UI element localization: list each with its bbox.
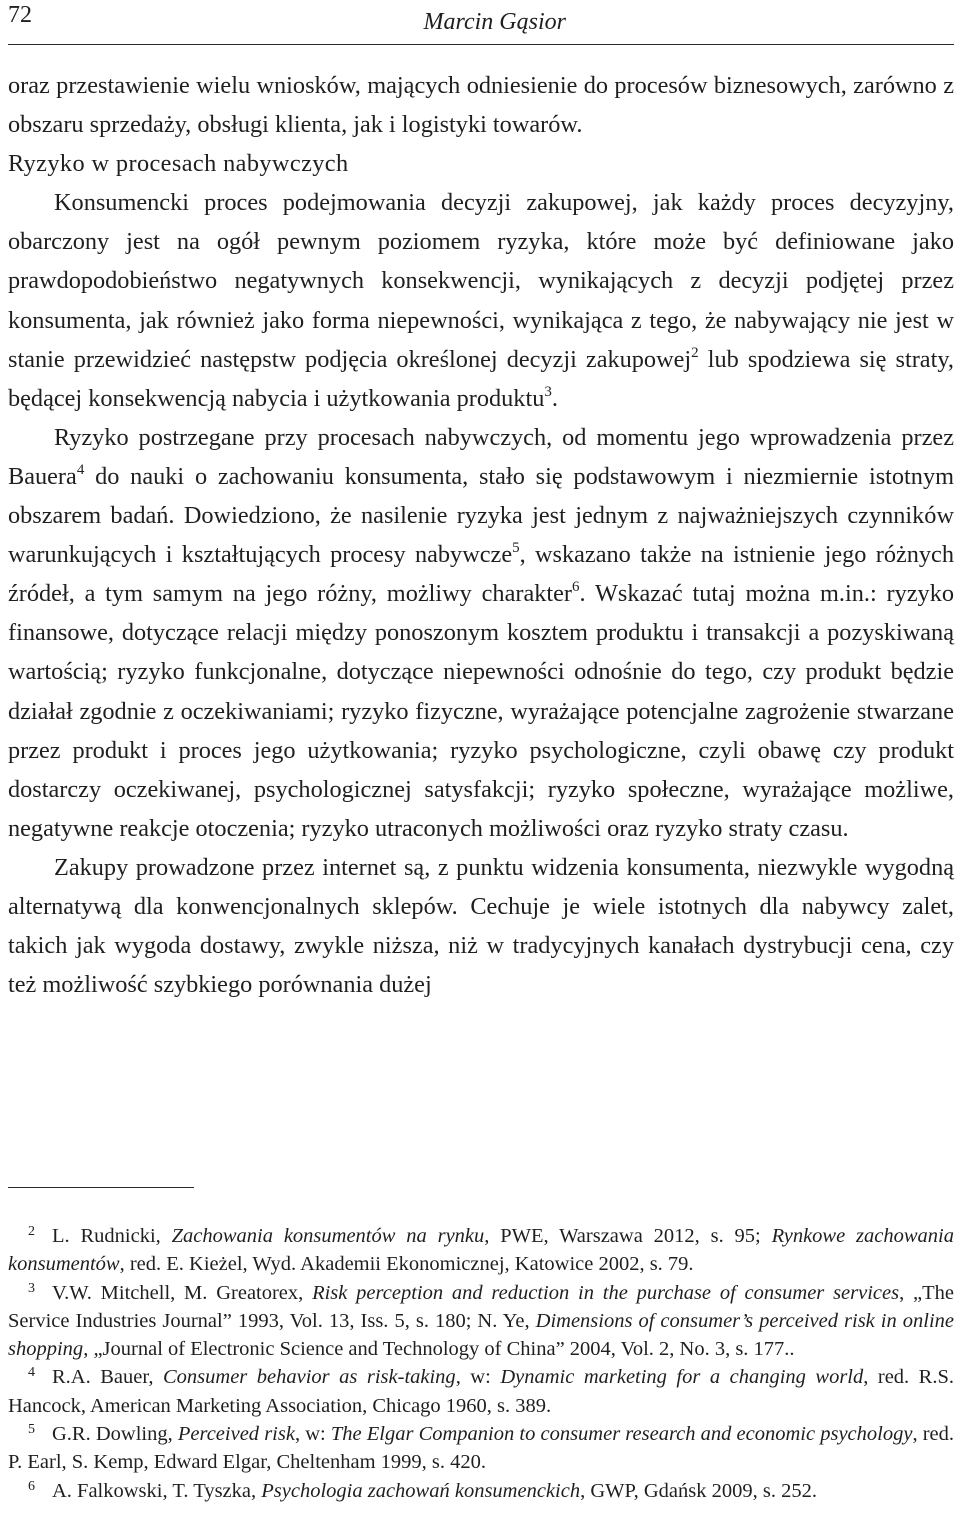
paragraph-text: Konsumencki proces podejmowania decyzji zakupowej, jak każdy proces decyzyjny, obarczony jest na ogół pewnym poziomem ryzyka, które może być definiowane jako prawdopodobieństwo negatywnych konsekwencji, wynikających z decyzji podjętej przez konsumenta, jak również jako forma niepewności, wynikająca z tego, że nabywający nie jest w stanie przewidzieć następstw podjęcia określonej decyzji zakupowej xyxy=(8,189,954,373)
footnote-text: , PWE, Warszawa 2012, s. 95; xyxy=(484,1225,772,1247)
footnote-text: A. Falkowski, T. Tyszka, xyxy=(52,1479,262,1502)
footnote-text: , red. P. Earl, S. Kemp, Edward Elgar, Cheltenham 1999, s. 420. xyxy=(8,1423,954,1474)
footnote-text: G.R. Dowling, xyxy=(52,1423,178,1446)
footnote-title: Consumer behavior as risk-taking xyxy=(162,1366,456,1389)
footnote-text: , w: xyxy=(294,1423,331,1446)
paragraph-online-shopping: Zakupy prowadzone przez internet są, z punktu widzenia konsumenta, niezwykle wygodną alternatywą dla konwencjonalnych sklepów. Cechuje je wiele istotnych dla nabywcy zalet, takich jak wygoda dostawy, zwykle niższa, niż w tradycyjnych kanałach dystrybucji cena, czy też możliwość szybkiego porównania dużej xyxy=(8,853,954,999)
paragraph-text: . Wskazać tutaj można m.in.: ryzyko finansowe, dotyczące relacji między ponoszonym kosztem produktu i transakcji a pozyskiwaną wartością; ryzyko funkcjonalne, dotyczące niepewności odnośnie do tego, czy produkt będzie działał zgodnie z oczekiwaniami; ryzyko fizyczne, wyrażające potencjalne zagrożenie stwarzane przez produkt i proces jego użytkowania; ryzyko psychologiczne, czyli obawę czy produkt dostarczy oczekiwanej, psychologicznej satysfakcji; ryzyko społeczne, wyrażające możliwe, negatywne reakcje otoczenia; ryzyko utraconych możliwości oraz ryzyko straty czasu. xyxy=(8,580,954,842)
footnote-title: Dynamic marketing for a changing world xyxy=(500,1366,864,1389)
footnote-title: Perceived risk xyxy=(177,1423,295,1446)
running-head-author: Marcin Gąsior xyxy=(423,9,566,35)
footnote-separator xyxy=(8,1187,194,1188)
paragraph-consumer-decision-risk xyxy=(8,183,954,418)
page-header xyxy=(8,0,954,45)
paragraph-continued: oraz przestawienie wielu wniosków, mających odniesienie do procesów biznesowych, zarówno z obszaru sprzedaży, obsługi klienta, jak i logistyki towarów. xyxy=(8,72,954,139)
footnote-2: 2 L. Rudnicki, Zachowania konsumentów na rynku, PWE, Warszawa 2012, s. 95; Rynkowe zachowania konsumentów, red. E. Kieżel, Wyd. Akademii Ekonomicznej, Katowice 2002, s. 79. xyxy=(8,1224,954,1276)
footnote-text: R.A. Bauer, xyxy=(52,1366,163,1389)
footnote-text: V.W. Mitchell, M. Greatorex, xyxy=(52,1281,313,1304)
footnote-text: , w: xyxy=(455,1366,501,1389)
footnote-ref-2[interactable]: 2 xyxy=(691,344,699,361)
footnote-text: , GWP, Gdańsk 2009, s. 252. xyxy=(580,1479,817,1502)
footnote-text: , „The Service Industries Journal” 1993, Vol. 13, Iss. 5, s. 180; N. Ye, xyxy=(8,1281,954,1332)
footnote-text: , red. R.S. Hancock, American Marketing Association, Chicago 1960, s. 389. xyxy=(8,1366,954,1417)
footnote-4: 4 R.A. Bauer, Consumer behavior as risk-taking, w: Dynamic marketing for a changing world, red. R.S. Hancock, American Marketing Association, Chicago 1960, s. 389. xyxy=(8,1365,954,1417)
footnote-text: , red. E. Kieżel, Wyd. Akademii Ekonomicznej, Katowice 2002, s. 79. xyxy=(119,1253,694,1276)
footnote-title: Zachowania konsumentów na rynku xyxy=(171,1225,485,1247)
paragraph-text: . xyxy=(551,384,558,412)
footnote-6: 6 A. Falkowski, T. Tyszka, Psychologia zachowań konsumenckich, GWP, Gdańsk 2009, s. 252. xyxy=(28,1478,817,1502)
footnote-ref-5[interactable]: 5 xyxy=(512,540,520,557)
paragraph-text: , wskazano także na istnienie jego różnych źródeł, a tym samym na jego różny, możliwy charakter xyxy=(8,541,954,608)
paragraph-perceived-risk xyxy=(8,418,954,848)
paragraph-text: do nauki o zachowaniu konsumenta, stało się podstawowym i niezmiernie istotnym obszarem badań. Dowiedziono, że nasilenie ryzyka jest jednym z najważniejszych czynników warunkujących i kształtujących procesy nabywcze xyxy=(8,462,954,569)
paragraph-text: Ryzyko postrzegane przy procesach nabywczych, od momentu jego wprowadzenia przez Bauera xyxy=(8,423,954,490)
footnote-text: L. Rudnicki, xyxy=(52,1225,172,1247)
footnote-title: Rynkowe zachowania konsumentów xyxy=(8,1225,954,1276)
body-text xyxy=(8,66,954,1004)
footnote-ref-6[interactable]: 6 xyxy=(572,579,580,596)
page-number: 72 xyxy=(8,2,32,28)
footnote-5: 5 G.R. Dowling, Perceived risk, w: The Elgar Companion to consumer research and economic psychology, red. P. Earl, S. Kemp, Edward Elgar, Cheltenham 1999, s. 420. xyxy=(8,1422,954,1474)
section-heading: Ryzyko w procesach nabywczych xyxy=(8,150,349,178)
footnotes xyxy=(8,1222,954,1505)
footnote-text: , „Journal of Electronic Science and Technology of China” 2004, Vol. 2, No. 3, s. 177.. xyxy=(83,1338,795,1361)
footnote-ref-3[interactable]: 3 xyxy=(544,383,552,400)
paragraph-text: lub spodziewa się straty, będącej konsekwencją nabycia i użytkowania produktu xyxy=(8,345,954,412)
footnote-ref-4[interactable]: 4 xyxy=(76,461,85,478)
footnote-title: Dimensions of consumer’s perceived risk in online shopping xyxy=(8,1309,954,1361)
footnote-title: The Elgar Companion to consumer research and economic psychology xyxy=(330,1423,913,1446)
footnote-title: Psychologia zachowań konsumenckich xyxy=(261,1479,581,1502)
footnote-title: Risk perception and reduction in the purchase of consumer services xyxy=(312,1281,900,1304)
footnote-3: 3 V.W. Mitchell, M. Greatorex, Risk perception and reduction in the purchase of consumer services, „The Service Industries Journal” 1993, Vol. 13, Iss. 5, s. 180; N. Ye, Dimensions of consumer’s perceived risk in online shopping, „Journal of Electronic Science and Technology of China” 2004, Vol. 2, No. 3, s. 177.. xyxy=(8,1280,954,1361)
